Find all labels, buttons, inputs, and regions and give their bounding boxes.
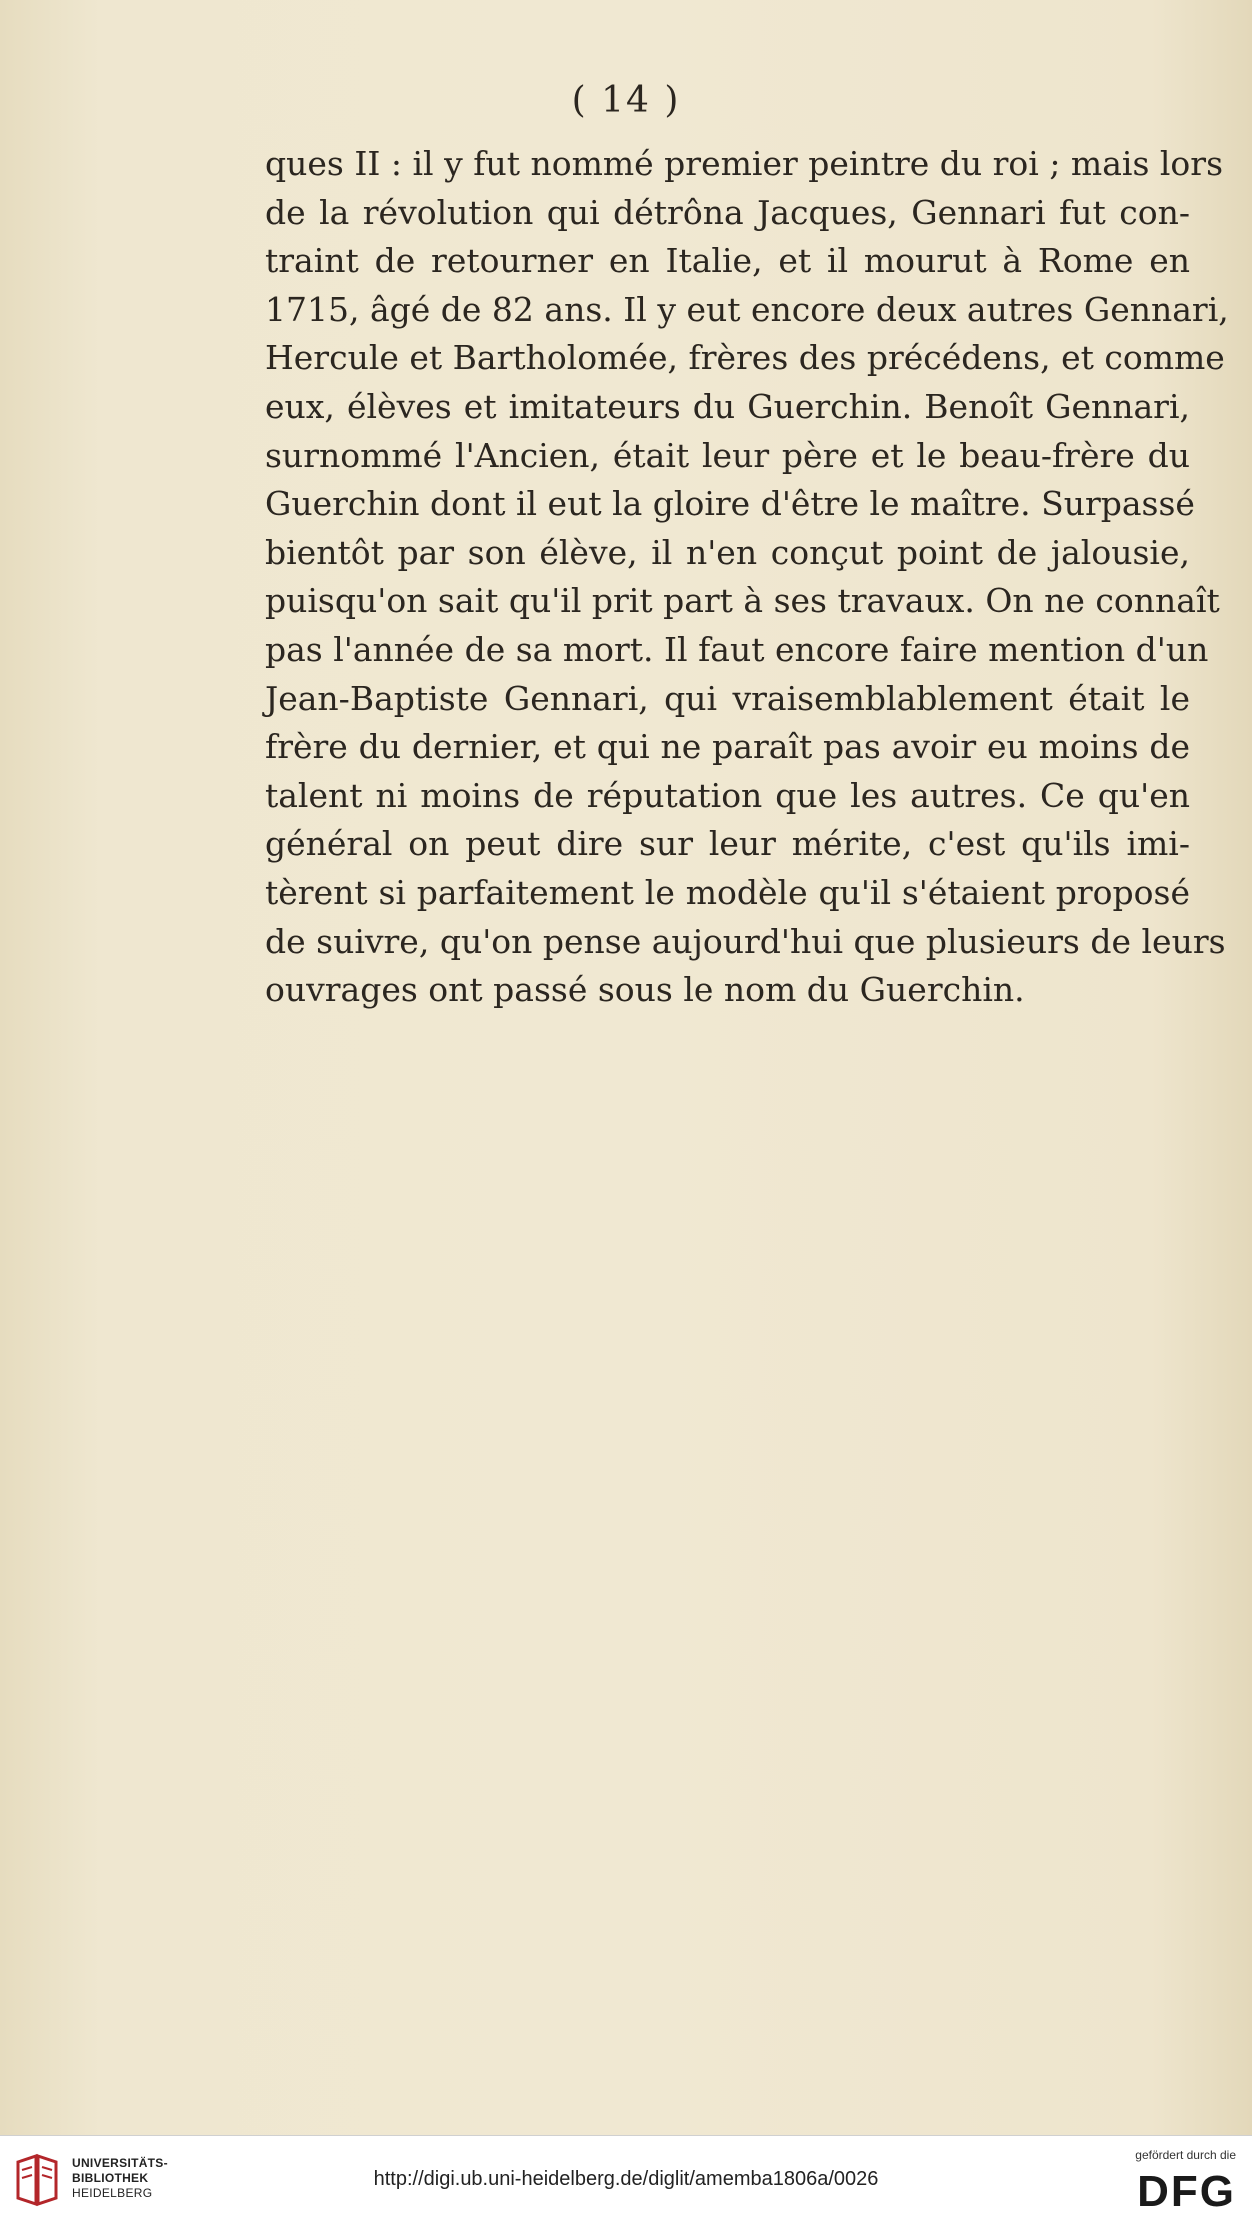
viewer-footer <box>0 2135 1252 2224</box>
dfg-logo: DFG <box>1137 2167 1236 2216</box>
text-line: frère du dernier, et qui ne paraît pas avoir eu moins de <box>265 727 1190 767</box>
text-line: de la révolution qui détrôna Jacques, Gennari fut con- <box>265 192 1190 232</box>
text-line: ques II : il y fut nommé premier peintre du roi ; mais lors <box>265 144 1223 183</box>
permalink-url[interactable]: http://digi.ub.uni-heidelberg.de/diglit/amemba1806a/0026 <box>373 2168 879 2190</box>
text-line: ouvrages ont passé sous le nom du Guerchin. <box>265 970 1025 1010</box>
text-line: bientôt par son élève, il n'en conçut point de jalousie, <box>265 532 1190 572</box>
text-line: Hercule et Bartholomée, frères des précédens, et comme <box>265 338 1225 378</box>
text-line: 1715, âgé de 82 ans. Il y eut encore deux autres Gennari, <box>265 289 1229 329</box>
text-line: puisqu'on sait qu'il prit part à ses travaux. On ne connaît <box>265 581 1220 621</box>
text-line: traint de retourner en Italie, et il mourut à Rome en <box>265 241 1190 281</box>
funding-label: gefördert durch die <box>1135 2148 1236 2162</box>
text-line: Guerchin dont il eut la gloire d'être le maître. Surpassé <box>265 484 1195 524</box>
text-line: surnommé l'Ancien, était leur père et le beau-frère du <box>265 435 1190 475</box>
text-line: Jean-Baptiste Gennari, qui vraisemblablement était le <box>265 678 1190 718</box>
text-line: pas l'année de sa mort. Il faut encore faire mention d'un <box>265 629 1209 669</box>
institution-name: UNIVERSITÄTS- BIBLIOTHEK HEIDELBERG <box>72 2156 168 2200</box>
text-line: eux, élèves et imitateurs du Guerchin. Benoît Gennari, <box>265 386 1190 426</box>
page-number: ( 14 ) <box>571 80 681 121</box>
text-line: tèrent si parfaitement le modèle qu'il s'étaient proposé <box>265 872 1190 912</box>
text-line: de suivre, qu'on pense aujourd'hui que plusieurs de leurs <box>265 921 1226 961</box>
text-line: général on peut dire sur leur mérite, c'est qu'ils imi- <box>265 824 1190 864</box>
text-line: talent ni moins de réputation que les autres. Ce qu'en <box>265 775 1190 815</box>
body-text <box>265 140 1229 1015</box>
